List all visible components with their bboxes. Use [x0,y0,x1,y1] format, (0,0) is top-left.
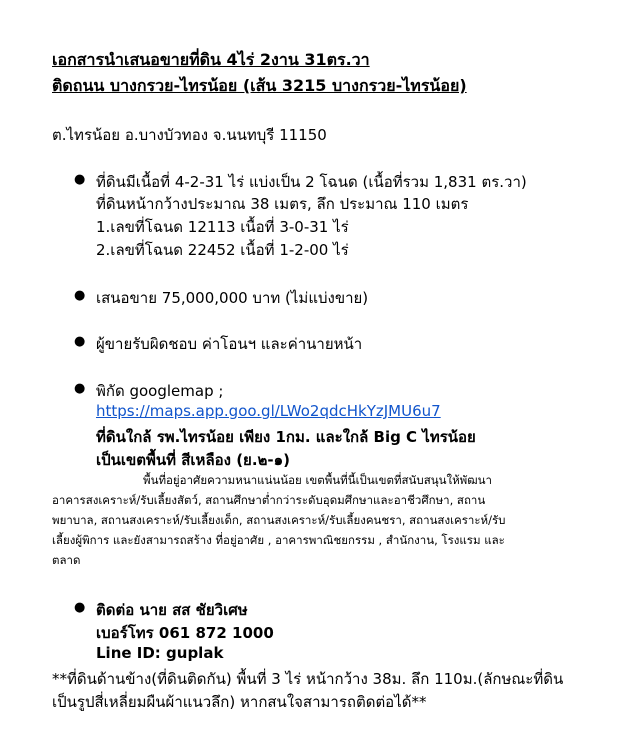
location-label: พิกัด googlemap ; [96,382,224,400]
note-line2: เป็นรูปสี่เหลี่ยมผืนผ้าแนวลึก) หากสนใจสามารถติดต่อได้** [52,693,427,711]
bullet-icon: ● [74,288,86,303]
doc-title-line2: ติดถนน บางกรวย-ไทรน้อย (เส้น 3215 บางกรวย-ไทรน้อย) [52,76,467,95]
zone-desc-line2: อาคารสงเคราะห์/รับเลี้ยงสัตว์, สถานศึกษาต่ำกว่าระดับอุดมศึกษาและอาชีวศึกษา, สถาน [52,493,486,507]
price: เสนอขาย 75,000,000 บาท (ไม่แบ่งขาย) [96,289,369,307]
bullet-icon: ● [74,334,86,349]
land-info-line2: ที่ดินหน้ากว้างประมาณ 38 เมตร, ลึก ประมาณ 110 เมตร [96,195,469,213]
doc-title-line1: เอกสารนำเสนอขายที่ดิน 4ไร่ 2งาน 31ตร.วา [52,50,370,69]
zone-desc-line3: พยาบาล, สถานสงเคราะห์/รับเลี้ยงเด็ก, สถานสงเคราะห์/รับเลี้ยงคนชรา, สถานสงเคราะห์/รับ [52,513,506,527]
googlemap-link[interactable]: https://maps.app.goo.gl/LWo2qdcHkYzJMU6u7 [96,402,441,420]
zone-desc-line1: พื้นที่อยู่อาศัยความหนาแน่นน้อย เขตพื้นที่นี้เป็นเขตที่สนับสนุนให้พัฒนา [143,473,492,487]
contact-name: ติดต่อ นาย สส ชัยวิเศษ [96,601,248,619]
zone-desc-line4: เลี้ยงผู้พิการ และยังสามารถสร้าง ที่อยู่อาศัย , อาคารพาณิชยกรรม , สำนักงาน, โรงแรม และ [52,533,505,547]
land-info-line1: ที่ดินมีเนื้อที่ 4-2-31 ไร่ แบ่งเป็น 2 โฉนด (เนื้อที่รวม 1,831 ตร.วา) [96,173,527,191]
deed-2: 2.เลขที่โฉนด 22452 เนื้อที่ 1-2-00 ไร่ [96,241,349,259]
zone-desc-line5: ตลาด [52,553,81,567]
bullet-icon: ● [74,600,86,615]
fees: ผู้ขายรับผิดชอบ ค่าโอนฯ และค่านายหน้า [96,335,363,353]
address: ต.ไทรน้อย อ.บางบัวทอง จ.นนทบุรี 11150 [52,126,327,144]
bullet-icon: ● [74,381,86,396]
deed-1: 1.เลขที่โฉนด 12113 เนื้อที่ 3-0-31 ไร่ [96,218,349,236]
bullet-icon: ● [74,172,86,187]
zone-info: เป็นเขตพื้นที่ สีเหลือง (ย.๒-๑) [96,451,291,469]
contact-phone: เบอร์โทร 061 872 1000 [96,624,274,642]
contact-line-id: Line ID: guplak [96,644,224,662]
nearby-info: ที่ดินใกล้ รพ.ไทรน้อย เพียง 1กม. และใกล้ Big C ไทรน้อย [96,428,476,446]
note-line1: **ที่ดินด้านข้าง(ที่ดินติดกัน) พื้นที่ 3 ไร่ หน้ากว้าง 38ม. ลึก 110ม.(ลักษณะที่ดิน [52,670,564,688]
